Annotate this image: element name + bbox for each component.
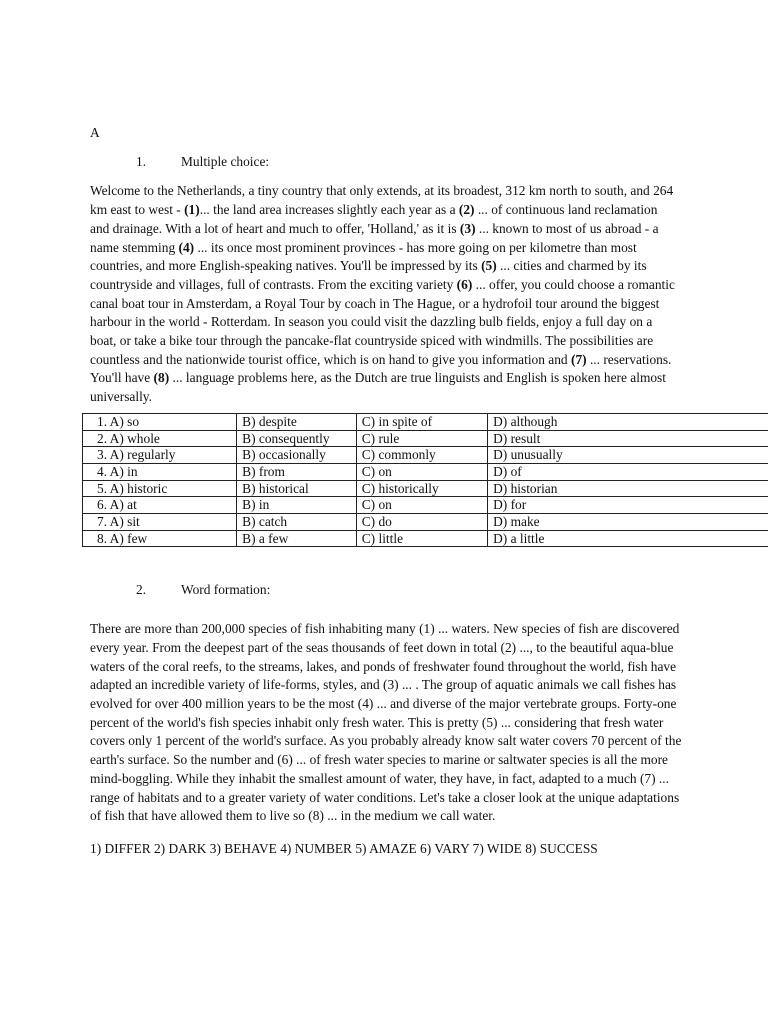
task1-number: 1. <box>136 153 147 169</box>
word-list: 1) DIFFER 2) DARK 3) BEHAVE 4) NUMBER 5) AMAZE 6) VARY 7) WIDE 8) SUCCESS <box>90 840 598 856</box>
option-cell: D) result <box>488 430 768 447</box>
table-row <box>83 514 768 531</box>
option-cell: C) on <box>356 463 487 480</box>
task2-number: 2. <box>136 582 147 598</box>
option-cell: C) in spite of <box>356 413 487 430</box>
option-cell: B) despite <box>237 413 357 430</box>
passage-text: ... offer, you could choose a romantic canal boat tour in Amsterdam, a Royal Tour by coach in The Hague, or a hydrofoil tour around the biggest harbour in the world - Rotterdam. In season you could visit the dazzling bulb fields, enjoy a full day on a boat, or take a bike tour through the pancake-flat countryside spiced with windmills. The possibilities are countless and the nationwide tourist office, which is on hand to give you information and <box>90 276 675 367</box>
option-cell: B) from <box>237 463 357 480</box>
gap-marker: (6) <box>456 276 473 292</box>
passage-text: ... reservations. You'll have <box>90 351 672 386</box>
table-row <box>83 430 768 447</box>
gap-marker: (8) <box>153 370 170 386</box>
gap-marker: (4) <box>178 239 195 255</box>
worksheet-page <box>90 124 768 859</box>
table-row <box>83 447 768 464</box>
gap-marker: (2) <box>458 202 475 218</box>
option-cell: B) a few <box>237 530 357 547</box>
gap-marker: (7) <box>570 351 587 367</box>
passage-text: ... cities and charmed by its countryside and villages, full of contrasts. From the exciting variety <box>90 258 647 292</box>
gap-marker: (1) <box>184 202 200 218</box>
option-cell: C) commonly <box>356 447 487 464</box>
option-cell: D) of <box>488 463 768 480</box>
passage-text: Welcome to the Netherlands, a tiny country that only extends, at its broadest, 312 km north to south, and 264 km east to west - <box>90 183 674 218</box>
option-cell: 7. A) sit <box>83 514 237 531</box>
option-cell: C) on <box>356 497 487 514</box>
passage-text: ... known to most of us abroad - a name stemming <box>90 220 659 255</box>
passage-text: ... the land area increases slightly each year as a <box>199 202 459 218</box>
option-cell: D) although <box>488 413 768 430</box>
table-row <box>83 497 768 514</box>
options-table <box>82 413 768 548</box>
option-cell: D) unusually <box>488 447 768 464</box>
option-cell: B) historical <box>237 480 357 497</box>
task2-heading <box>90 581 768 600</box>
option-cell: D) for <box>488 497 768 514</box>
option-cell: C) little <box>356 530 487 547</box>
table-row <box>83 413 768 430</box>
task1-title: Multiple choice: <box>181 153 270 169</box>
table-row <box>83 480 768 497</box>
option-cell: 6. A) at <box>83 497 237 514</box>
option-cell: B) occasionally <box>237 447 357 464</box>
task2-passage: There are more than 200,000 species of fish inhabiting many (1) ... waters. New species of fish are discovered every year. From the deepest part of the seas thousands of feet down in total (2) ..., to the beautiful aqua-blue waters of the coral reefs, to the streams, lakes, and ponds of freshwater found throughout the world, fish have adapted an incredible variety of life-forms, styles, and (3) ... . The group of aquatic animals we call fishes has evolved for over 400 million years to be the most (4) ... and diverse of the major vertebrate groups. Forty-one percent of the world's fish species inhabit only fresh water. This is pretty (5) ... considering that fresh water covers only 1 percent of the world's surface. As you probably already know salt water covers 70 percent of the earth's surface. So the number and (6) ... of fresh water species to marine or saltwater species is all the more mind-boggling. While they inhabit the smallest amount of water, they have, in fact, adapted to a much (7) ... range of habitats and to a greater variety of water conditions. Let's take a closer look at the unique adaptations of fish that have allowed them to live so (8) ... in the medium we call water. <box>90 621 682 824</box>
task1-heading <box>90 153 768 172</box>
option-cell: 3. A) regularly <box>83 447 237 464</box>
option-cell: C) do <box>356 514 487 531</box>
option-cell: 4. A) in <box>83 463 237 480</box>
task2-title: Word formation: <box>181 582 271 598</box>
table-row <box>83 463 768 480</box>
option-cell: C) rule <box>356 430 487 447</box>
passage-text: ... its once most prominent provinces - has more going on per kilometre than most countries, and more English-speaking natives. You'll be impressed by its <box>90 239 637 274</box>
option-cell: B) in <box>237 497 357 514</box>
option-cell: D) make <box>488 514 768 531</box>
option-cell: B) consequently <box>237 430 357 447</box>
option-cell: C) historically <box>356 480 487 497</box>
option-cell: D) a little <box>488 530 768 547</box>
task1-passage <box>90 182 680 406</box>
option-cell: 1. A) so <box>83 413 237 430</box>
passage-text: ... language problems here, as the Dutch are true linguists and English is spoken here almost universally. <box>90 370 666 405</box>
gap-marker: (3) <box>459 220 476 236</box>
table-row <box>83 530 768 547</box>
section-letter: A <box>90 125 100 140</box>
option-cell: B) catch <box>237 514 357 531</box>
option-cell: 5. A) historic <box>83 480 237 497</box>
gap-marker: (5) <box>481 258 497 274</box>
option-cell: 8. A) few <box>83 530 237 547</box>
option-cell: 2. A) whole <box>83 430 237 447</box>
passage-text: ... of continuous land reclamation and drainage. With a lot of heart and much to offer, 'Holland,' as it is <box>90 202 658 236</box>
option-cell: D) historian <box>488 480 768 497</box>
